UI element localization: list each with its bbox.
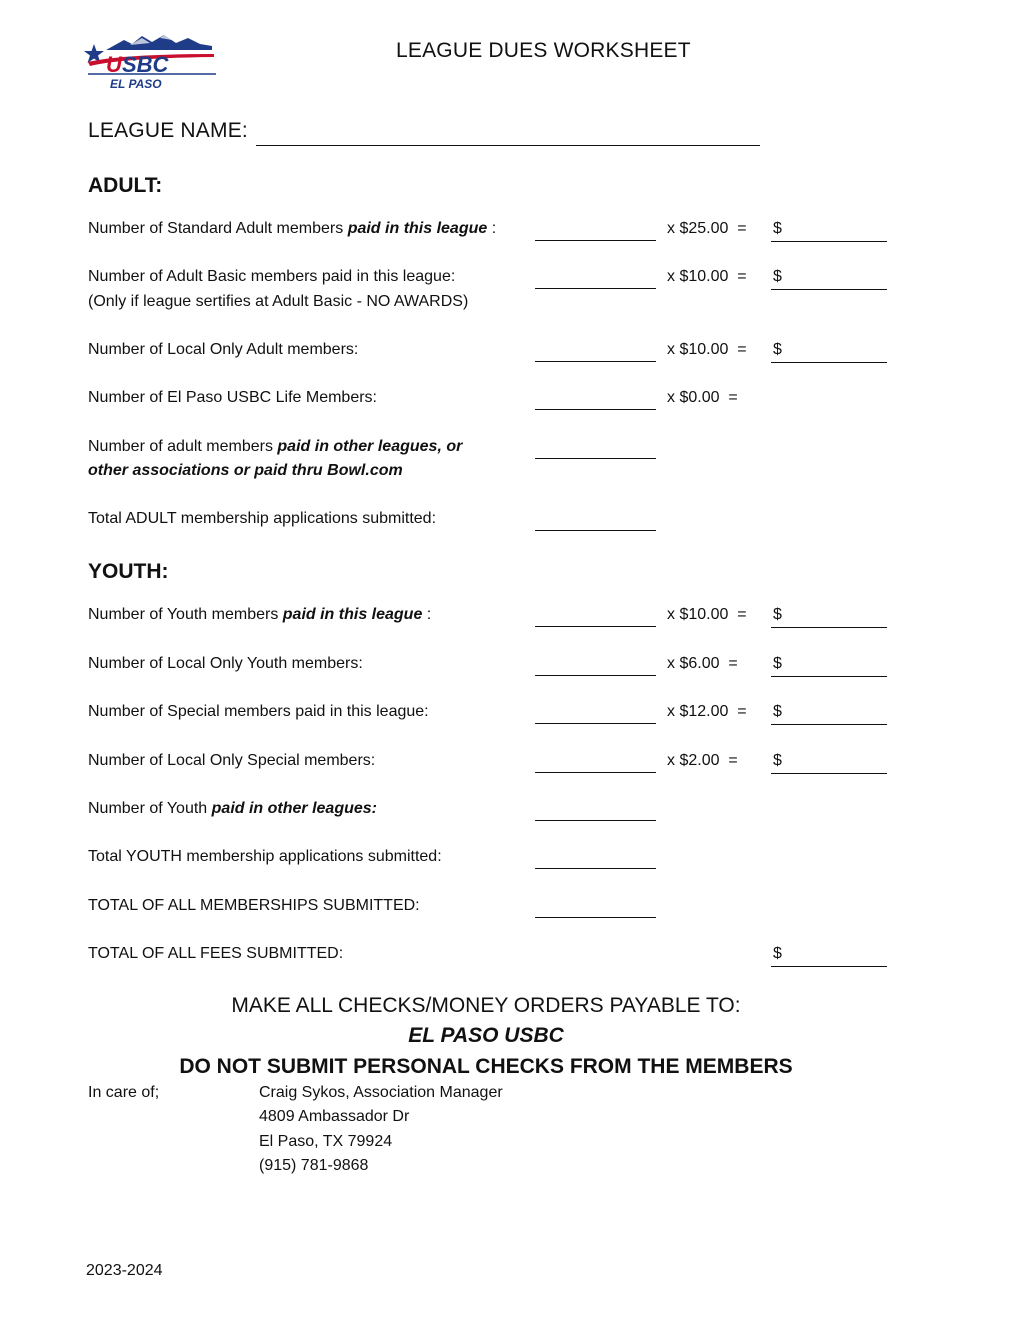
youth-total-label: Total YOUTH membership applications submitted:	[88, 848, 442, 865]
care-of-label: In care of;	[88, 1084, 160, 1101]
adult-other-leagues-count-field[interactable]	[535, 458, 656, 459]
special-local-only-amount-field[interactable]	[771, 751, 887, 774]
adult-standard-count-field[interactable]	[535, 240, 656, 241]
special-local-only-label: Number of Local Only Special members:	[88, 752, 376, 769]
youth-local-only-label: Number of Local Only Youth members:	[88, 655, 363, 672]
currency-symbol: $	[773, 220, 782, 237]
special-paid-count-field[interactable]	[535, 723, 656, 724]
total-fees-amount-field[interactable]	[771, 944, 887, 967]
adult-standard-amount-field[interactable]	[771, 219, 887, 242]
adult-standard-label: Number of Standard Adult members paid in this league :	[88, 220, 497, 237]
adult-local-only-count-field[interactable]	[535, 361, 656, 362]
youth-paid-label: Number of Youth members paid in this league :	[88, 606, 432, 623]
adult-other-leagues-label: Number of adult members paid in other leagues, or	[88, 438, 463, 455]
care-of-city: El Paso, TX 79924	[259, 1133, 393, 1150]
youth-other-leagues-count-field[interactable]	[535, 820, 656, 821]
adult-basic-rate: x $10.00 =	[667, 268, 747, 285]
youth-heading: YOUTH:	[88, 560, 169, 583]
payable-to-heading: MAKE ALL CHECKS/MONEY ORDERS PAYABLE TO:	[231, 994, 741, 1017]
youth-paid-count-field[interactable]	[535, 626, 656, 627]
adult-heading: ADULT:	[88, 174, 163, 197]
currency-symbol: $	[773, 945, 782, 962]
adult-basic-amount-field[interactable]	[771, 267, 887, 290]
currency-symbol: $	[773, 341, 782, 358]
no-personal-checks-warning: DO NOT SUBMIT PERSONAL CHECKS FROM THE MEMBERS	[179, 1055, 793, 1078]
youth-paid-amount-field[interactable]	[771, 605, 887, 628]
currency-symbol: $	[773, 752, 782, 769]
currency-symbol: $	[773, 655, 782, 672]
youth-total-count-field[interactable]	[535, 868, 656, 869]
youth-other-leagues-label: Number of Youth paid in other leagues:	[88, 800, 377, 817]
adult-local-only-rate: x $10.00 =	[667, 341, 747, 358]
league-name-field[interactable]	[256, 145, 760, 146]
adult-local-only-amount-field[interactable]	[771, 340, 887, 363]
currency-symbol: $	[773, 703, 782, 720]
adult-basic-label: Number of Adult Basic members paid in this league:	[88, 268, 456, 285]
league-name-label: LEAGUE NAME:	[88, 119, 248, 142]
care-of-name: Craig Sykos, Association Manager	[259, 1084, 503, 1101]
adult-basic-note: (Only if league sertifies at Adult Basic - NO AWARDS)	[88, 293, 469, 310]
total-memberships-field[interactable]	[535, 917, 656, 918]
adult-life-members-rate: x $0.00 =	[667, 389, 738, 406]
svg-text:U: U	[106, 52, 122, 77]
youth-local-only-count-field[interactable]	[535, 675, 656, 676]
special-local-only-count-field[interactable]	[535, 772, 656, 773]
currency-symbol: $	[773, 606, 782, 623]
special-local-only-rate: x $2.00 =	[667, 752, 738, 769]
currency-symbol: $	[773, 268, 782, 285]
youth-local-only-rate: x $6.00 =	[667, 655, 738, 672]
adult-other-leagues-label-line2: other associations or paid thru Bowl.com	[88, 462, 403, 479]
special-paid-rate: x $12.00 =	[667, 703, 747, 720]
total-fees-label: TOTAL OF ALL FEES SUBMITTED:	[88, 945, 344, 962]
youth-paid-rate: x $10.00 =	[667, 606, 747, 623]
adult-total-count-field[interactable]	[535, 530, 656, 531]
adult-standard-rate: x $25.00 =	[667, 220, 747, 237]
special-paid-label: Number of Special members paid in this league:	[88, 703, 429, 720]
youth-local-only-amount-field[interactable]	[771, 654, 887, 677]
total-memberships-label: TOTAL OF ALL MEMBERSHIPS SUBMITTED:	[88, 897, 420, 914]
adult-life-members-count-field[interactable]	[535, 409, 656, 410]
care-of-street: 4809 Ambassador Dr	[259, 1108, 410, 1125]
page-title: LEAGUE DUES WORKSHEET	[396, 39, 691, 62]
adult-life-members-label: Number of El Paso USBC Life Members:	[88, 389, 377, 406]
special-paid-amount-field[interactable]	[771, 702, 887, 725]
payee-name: EL PASO USBC	[408, 1024, 564, 1047]
logo-subtitle: EL PASO	[110, 77, 162, 91]
adult-basic-count-field[interactable]	[535, 288, 656, 289]
season-footer: 2023-2024	[86, 1262, 163, 1279]
adult-total-label: Total ADULT membership applications submitted:	[88, 510, 437, 527]
svg-text:SBC: SBC	[122, 52, 169, 77]
adult-local-only-label: Number of Local Only Adult members:	[88, 341, 359, 358]
care-of-phone: (915) 781-9868	[259, 1157, 369, 1174]
